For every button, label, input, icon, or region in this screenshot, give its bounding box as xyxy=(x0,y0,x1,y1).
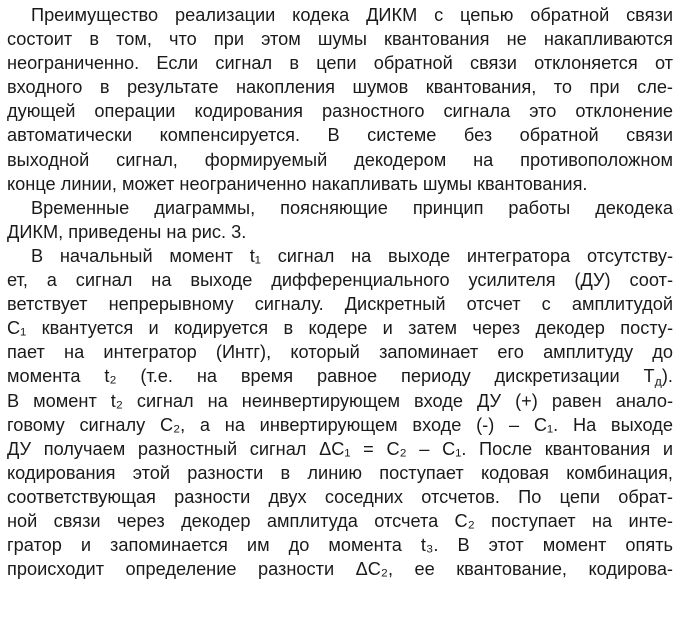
text-line: выходной сигнал, формируемый декодером на противоположном xyxy=(7,149,673,170)
text-line: конце линии, может неограниченно накапливать шумы квантования. xyxy=(7,173,588,194)
text-line: говому сигналу C₂, а на инвертирующем входе (-) – C₁. На выходе xyxy=(7,414,673,435)
text-line: Преимущество реализации кодека ДИКМ с цепью обратной связи xyxy=(31,5,673,25)
text-line: состоит в том, что при этом шумы квантования не накапливаются xyxy=(7,29,673,50)
text-line: ет, а сигнал на выходе дифференциального усилителя (ДУ) соот- xyxy=(7,270,673,291)
text-line: неограниченно. Если сигнал в цепи обратной связи отклоняется от xyxy=(7,53,673,74)
text-line: ветствует непрерывному сигналу. Дискретный отсчет с амплитудой xyxy=(7,294,673,315)
text-line: ДИКМ, приведены на рис. 3. xyxy=(7,221,247,242)
text-line: момента t₂ (т.е. на время равное периоду дискретизации $T_д$). xyxy=(7,366,673,389)
text-line: происходит определение разности ΔC₂, ее квантование, кодирова- xyxy=(7,559,673,580)
text-line: В начальный момент t₁ сигнал на выходе интегратора отсутству- xyxy=(31,245,673,266)
document-text xyxy=(7,3,673,581)
text-line: C₁ квантуется и кодируется в кодере и затем через декодер посту- xyxy=(7,318,673,339)
text-line: автоматически компенсируется. В системе без обратной связи xyxy=(7,125,673,146)
text-line: дующей операции кодирования разностного сигнала это отклонение xyxy=(7,101,673,122)
text-line: В момент t₂ сигнал на неинвертирующем входе ДУ (+) равен анало- xyxy=(7,390,673,411)
text-line: гратор и запоминается им до момента t₃. В этот момент опять xyxy=(7,535,673,556)
text-line: входного в результате накопления шумов квантования, то при сле- xyxy=(7,77,673,98)
text-line: кодирования этой разности в линию поступает кодовая комбинация, xyxy=(7,462,673,483)
text-line: ной связи через декодер амплитуда отсчета C₂ поступает на инте- xyxy=(7,510,673,531)
text-line: Временные диаграммы, поясняющие принцип работы декодека xyxy=(31,197,673,218)
text-line: пает на интегратор (Интг), который запоминает его амплитуду до xyxy=(7,342,673,363)
text-line: ДУ получаем разностный сигнал ΔC₁ = C₂ – C₁. После квантования и xyxy=(7,438,673,459)
text-line: соответствующая разности двух соседних отсчетов. По цепи обрат- xyxy=(7,486,673,507)
